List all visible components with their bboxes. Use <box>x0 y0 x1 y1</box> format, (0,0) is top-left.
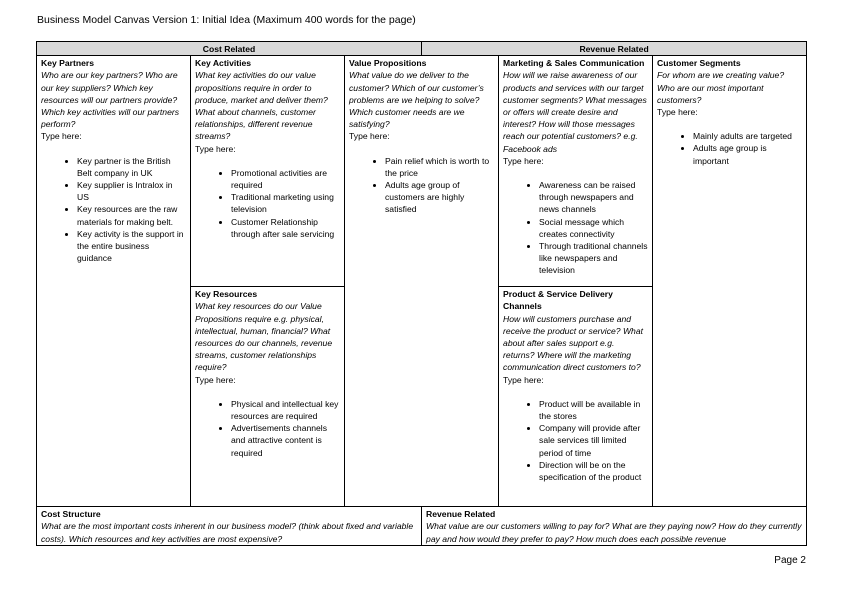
marketing-heading: Marketing & Sales Communication <box>503 58 645 69</box>
list-item: • Key activity is the support in the entire business guidance <box>77 228 186 265</box>
delivery-channels-heading: Product & Service Delivery Channels <box>503 289 613 312</box>
key-resources-questions: What key resources do our Value Propositions require e.g. physical, intellectual, human, financial? What resources do our channels, revenue streams, customer relationships require? <box>195 301 333 373</box>
cost-structure-questions: What are the most important costs inherent in our business model? (think about fixed and variable costs). Which resources and key activities are most expensive? <box>41 521 414 544</box>
revenue-streams-heading: Revenue Related <box>426 509 496 520</box>
value-propositions-list <box>349 155 494 216</box>
key-activities-heading: Key Activities <box>195 58 252 69</box>
list-item: • Mainly adults are targeted <box>693 130 802 142</box>
delivery-channels-cell[interactable] <box>499 287 653 507</box>
cost-structure-heading: Cost Structure <box>41 509 101 520</box>
marketing-questions: How will we raise awareness of our products and services with our target customer segments? What messages or offers will create desire and interest? How will those messages reach our potential customers? e.g. Facebook ads <box>503 70 647 154</box>
list-item: • Social message which creates connectivity <box>539 216 648 240</box>
value-propositions-cell[interactable] <box>345 56 499 507</box>
list-item: • Awareness can be raised through newspapers and news channels <box>539 179 648 216</box>
key-activities-list <box>195 167 340 240</box>
list-item: • Physical and intellectual key resources are required <box>231 398 340 422</box>
key-activities-type-here: Type here: <box>195 143 236 154</box>
list-item: • Customer Relationship through after sale servicing <box>231 216 340 240</box>
list-item: • Advertisements channels and attractive content is required <box>231 422 340 459</box>
revenue-streams-questions: What value are our customers willing to pay for? What are they paying now? How do they currently pay and how would they prefer to pay? How much does each possible revenue <box>426 521 802 544</box>
page-title: Business Model Canvas Version 1: Initial Idea (Maximum 400 words for the page) <box>37 14 416 26</box>
list-item: • Through traditional channels like newspapers and television <box>539 240 648 277</box>
key-partners-heading: Key Partners <box>41 58 95 69</box>
marketing-cell[interactable] <box>499 56 653 287</box>
key-resources-cell[interactable] <box>191 287 345 507</box>
marketing-list <box>503 179 648 277</box>
customer-segments-questions: For whom are we creating value? Who are our most important customers? <box>657 70 785 105</box>
key-activities-cell[interactable] <box>191 56 345 287</box>
key-activities-questions: What key activities do our value propositions require in order to produce, market and deliver them? What about channels, customer relationships, different revenue streams? <box>195 70 328 142</box>
key-resources-list <box>195 398 340 459</box>
customer-segments-heading: Customer Segments <box>657 58 741 69</box>
marketing-type-here: Type here: <box>503 155 544 166</box>
page-number: Page 2 <box>774 555 806 566</box>
value-propositions-questions: What value do we deliver to the customer? Which of our customer’s problems are we helping to solve? Which customer needs are we satisfying? <box>349 70 484 130</box>
list-item: • Adults age group of customers are highly satisfied <box>385 179 494 216</box>
list-item: • Key resources are the raw materials for making belt. <box>77 203 186 227</box>
customer-segments-list <box>657 130 802 167</box>
key-resources-type-here: Type here: <box>195 374 236 385</box>
list-item: • Direction will be on the specification of the product <box>539 459 648 483</box>
key-resources-heading: Key Resources <box>195 289 258 300</box>
key-partners-list <box>41 155 186 265</box>
revenue-streams-cell[interactable] <box>422 507 807 546</box>
list-item: • Company will provide after sale services till limited period of time <box>539 422 648 459</box>
value-propositions-type-here: Type here: <box>349 131 390 142</box>
business-model-canvas <box>36 41 807 546</box>
key-partners-questions: Who are our key partners? Who are our key suppliers? Which key resources will our partners provide? Which key activities will our partners perform? <box>41 70 180 130</box>
canvas-row-top <box>37 56 807 287</box>
key-partners-cell[interactable] <box>37 56 191 507</box>
band-row <box>37 42 807 56</box>
cost-related-band: Cost Related <box>37 42 422 56</box>
list-item: • Traditional marketing using television <box>231 191 340 215</box>
list-item: • Product will be available in the stores <box>539 398 648 422</box>
delivery-channels-list <box>503 398 648 483</box>
list-item: • Pain relief which is worth to the price <box>385 155 494 179</box>
canvas-row-bottom <box>37 507 807 546</box>
delivery-channels-questions: How will customers purchase and receive the product or service? What about after sales support e.g. returns? Where will the marketing communication direct customers to? <box>503 313 643 373</box>
list-item: • Key supplier is Intralox in US <box>77 179 186 203</box>
cost-structure-cell[interactable] <box>37 507 422 546</box>
delivery-channels-type-here: Type here: <box>503 374 544 385</box>
list-item: • Promotional activities are required <box>231 167 340 191</box>
value-propositions-heading: Value Propositions <box>349 58 427 69</box>
customer-segments-cell[interactable] <box>653 56 807 507</box>
revenue-related-band: Revenue Related <box>422 42 807 56</box>
customer-segments-type-here: Type here: <box>657 107 698 118</box>
list-item: • Key partner is the British Belt company in UK <box>77 155 186 179</box>
list-item: • Adults age group is important <box>693 142 802 166</box>
key-partners-type-here: Type here: <box>41 131 82 142</box>
